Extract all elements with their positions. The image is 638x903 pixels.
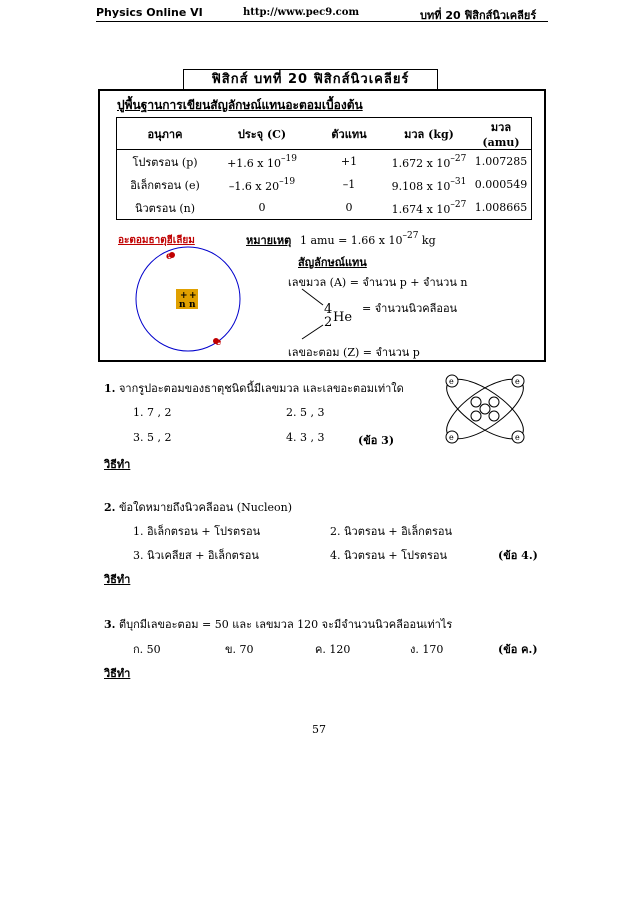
nucleon — [471, 397, 481, 407]
table-row — [117, 150, 532, 174]
nucleon — [480, 404, 490, 414]
nuclide-symbol — [300, 287, 360, 343]
helium-label: อะตอมธาตุฮีเลียม — [118, 235, 195, 246]
choice: 2. 5 , 3 — [286, 406, 325, 419]
table-cell: +1.6 x $10^{-19}$ — [227, 153, 297, 170]
table-header-row — [117, 118, 532, 150]
note-text: 1 amu = 1.66 x $10^{-27}$ kg — [300, 231, 436, 247]
neutron-label: n — [179, 300, 186, 310]
arrow-atomic — [302, 325, 323, 339]
table-cell: 1.672 x $10^{-27}$ — [391, 153, 467, 170]
table-cell: –1 — [342, 178, 356, 191]
method-label: วิธีทำ — [104, 667, 131, 680]
mass-number-line: เลขมวล (A) = จำนวน p + จำนวน n — [288, 276, 468, 289]
page-number: 57 — [312, 723, 326, 736]
electron-label: e — [449, 377, 454, 386]
table-cell: โปรตรอน (p) — [132, 155, 198, 169]
choice: ง. 170 — [410, 643, 444, 656]
table-cell: 0 — [345, 201, 353, 214]
nucleon — [471, 411, 481, 421]
proton-label: + — [189, 291, 197, 301]
table-header: ตัวแทน — [311, 118, 387, 150]
nucleon — [489, 411, 499, 421]
answer: (ข้อ 4.) — [498, 549, 538, 562]
choice: 1. 7 , 2 — [133, 406, 172, 419]
electron-label-top: e — [166, 251, 173, 262]
proton-label: + — [180, 291, 188, 301]
symbol-title: สัญลักษณ์แทน — [298, 256, 367, 269]
choice: 3. นิวเคลียส + อิเล็กตรอน — [133, 549, 259, 562]
electron-label: e — [449, 433, 454, 442]
answer: (ข้อ ค.) — [498, 643, 538, 656]
table-header: ประจุ (C) — [213, 118, 311, 150]
header-url: http://www.pec9.com — [243, 7, 360, 18]
header-right: บทที่ 20 ฟิสิกส์นิวเคลียร์ — [420, 9, 537, 22]
element-symbol: He — [333, 310, 353, 325]
table-cell: 1.007285 — [474, 155, 528, 168]
choice: 4. นิวตรอน + โปรตรอน — [330, 549, 448, 562]
header-left: Physics Online VI — [96, 6, 203, 19]
choice: ก. 50 — [133, 643, 161, 656]
table-cell: –1.6 x $20^{-19}$ — [228, 176, 296, 193]
table-row — [117, 173, 532, 196]
method-label: วิธีทำ — [104, 458, 131, 471]
table-cell: 0.000549 — [474, 178, 528, 191]
table-header: มวล (amu) — [471, 118, 532, 150]
atom-diagram-q1 — [438, 372, 532, 446]
particle-table — [116, 117, 532, 220]
answer: (ข้อ 3) — [358, 434, 395, 447]
atomic-number-line: เลขอะตอม (Z) = จำนวน p — [288, 346, 420, 359]
choice: 4. 3 , 3 — [286, 431, 325, 444]
question-3: 3. ตีบุกมีเลขอะตอม = 50 และ เลขมวล 120 จะมีจำนวนนิวคลีออนเท่าไร — [104, 618, 453, 631]
helium-atom-diagram — [118, 245, 268, 355]
choice: ข. 70 — [225, 643, 254, 656]
note-label: หมายเหตุ — [246, 234, 292, 247]
method-label: วิธีทำ — [104, 573, 131, 586]
mass-number: 4 — [324, 302, 333, 317]
table-cell: 1.008665 — [474, 201, 528, 214]
nucleon-line: = จำนวนนิวคลีออน — [362, 302, 458, 315]
question-1: 1. จากรูปอะตอมของธาตุชนิดนี้มีเลขมวล และเลขอะตอมเท่าใด — [104, 382, 404, 395]
question-2: 2. ข้อใดหมายถึงนิวคลีออน (Nucleon) — [104, 501, 292, 514]
choice: ค. 120 — [315, 643, 351, 656]
table-header: อนุภาค — [117, 118, 214, 150]
chapter-title: ฟิสิกส์ บทที่ 20 ฟิสิกส์นิวเคลียร์ — [183, 69, 438, 91]
choice: 2. นิวตรอน + อิเล็กตรอน — [330, 525, 453, 538]
neutron-label: n — [189, 300, 196, 310]
table-cell: นิวตรอน (n) — [134, 201, 196, 215]
table-cell: +1 — [340, 155, 358, 168]
arrow-mass — [302, 289, 323, 305]
header-divider — [96, 21, 548, 22]
choice: 3. 5 , 2 — [133, 431, 172, 444]
nucleon — [489, 397, 499, 407]
table-row — [117, 196, 532, 220]
choice: 1. อิเล็กตรอน + โปรตรอน — [133, 525, 261, 538]
table-cell: 9.108 x $10^{-31}$ — [391, 176, 467, 193]
electron-label-bottom: e — [215, 337, 222, 348]
electron-label: e — [515, 377, 520, 386]
table-cell: อิเล็กตรอน (e) — [130, 178, 200, 192]
table-header: มวล (kg) — [387, 118, 471, 150]
atomic-number: 2 — [324, 315, 333, 330]
table-cell: 1.674 x $10^{-27}$ — [391, 199, 467, 216]
electron-label: e — [515, 433, 520, 442]
section-title: ปูพื้นฐานการเขียนสัญลักษณ์แทนอะตอมเบื้องต้น — [117, 98, 363, 112]
table-cell: 0 — [258, 201, 266, 214]
